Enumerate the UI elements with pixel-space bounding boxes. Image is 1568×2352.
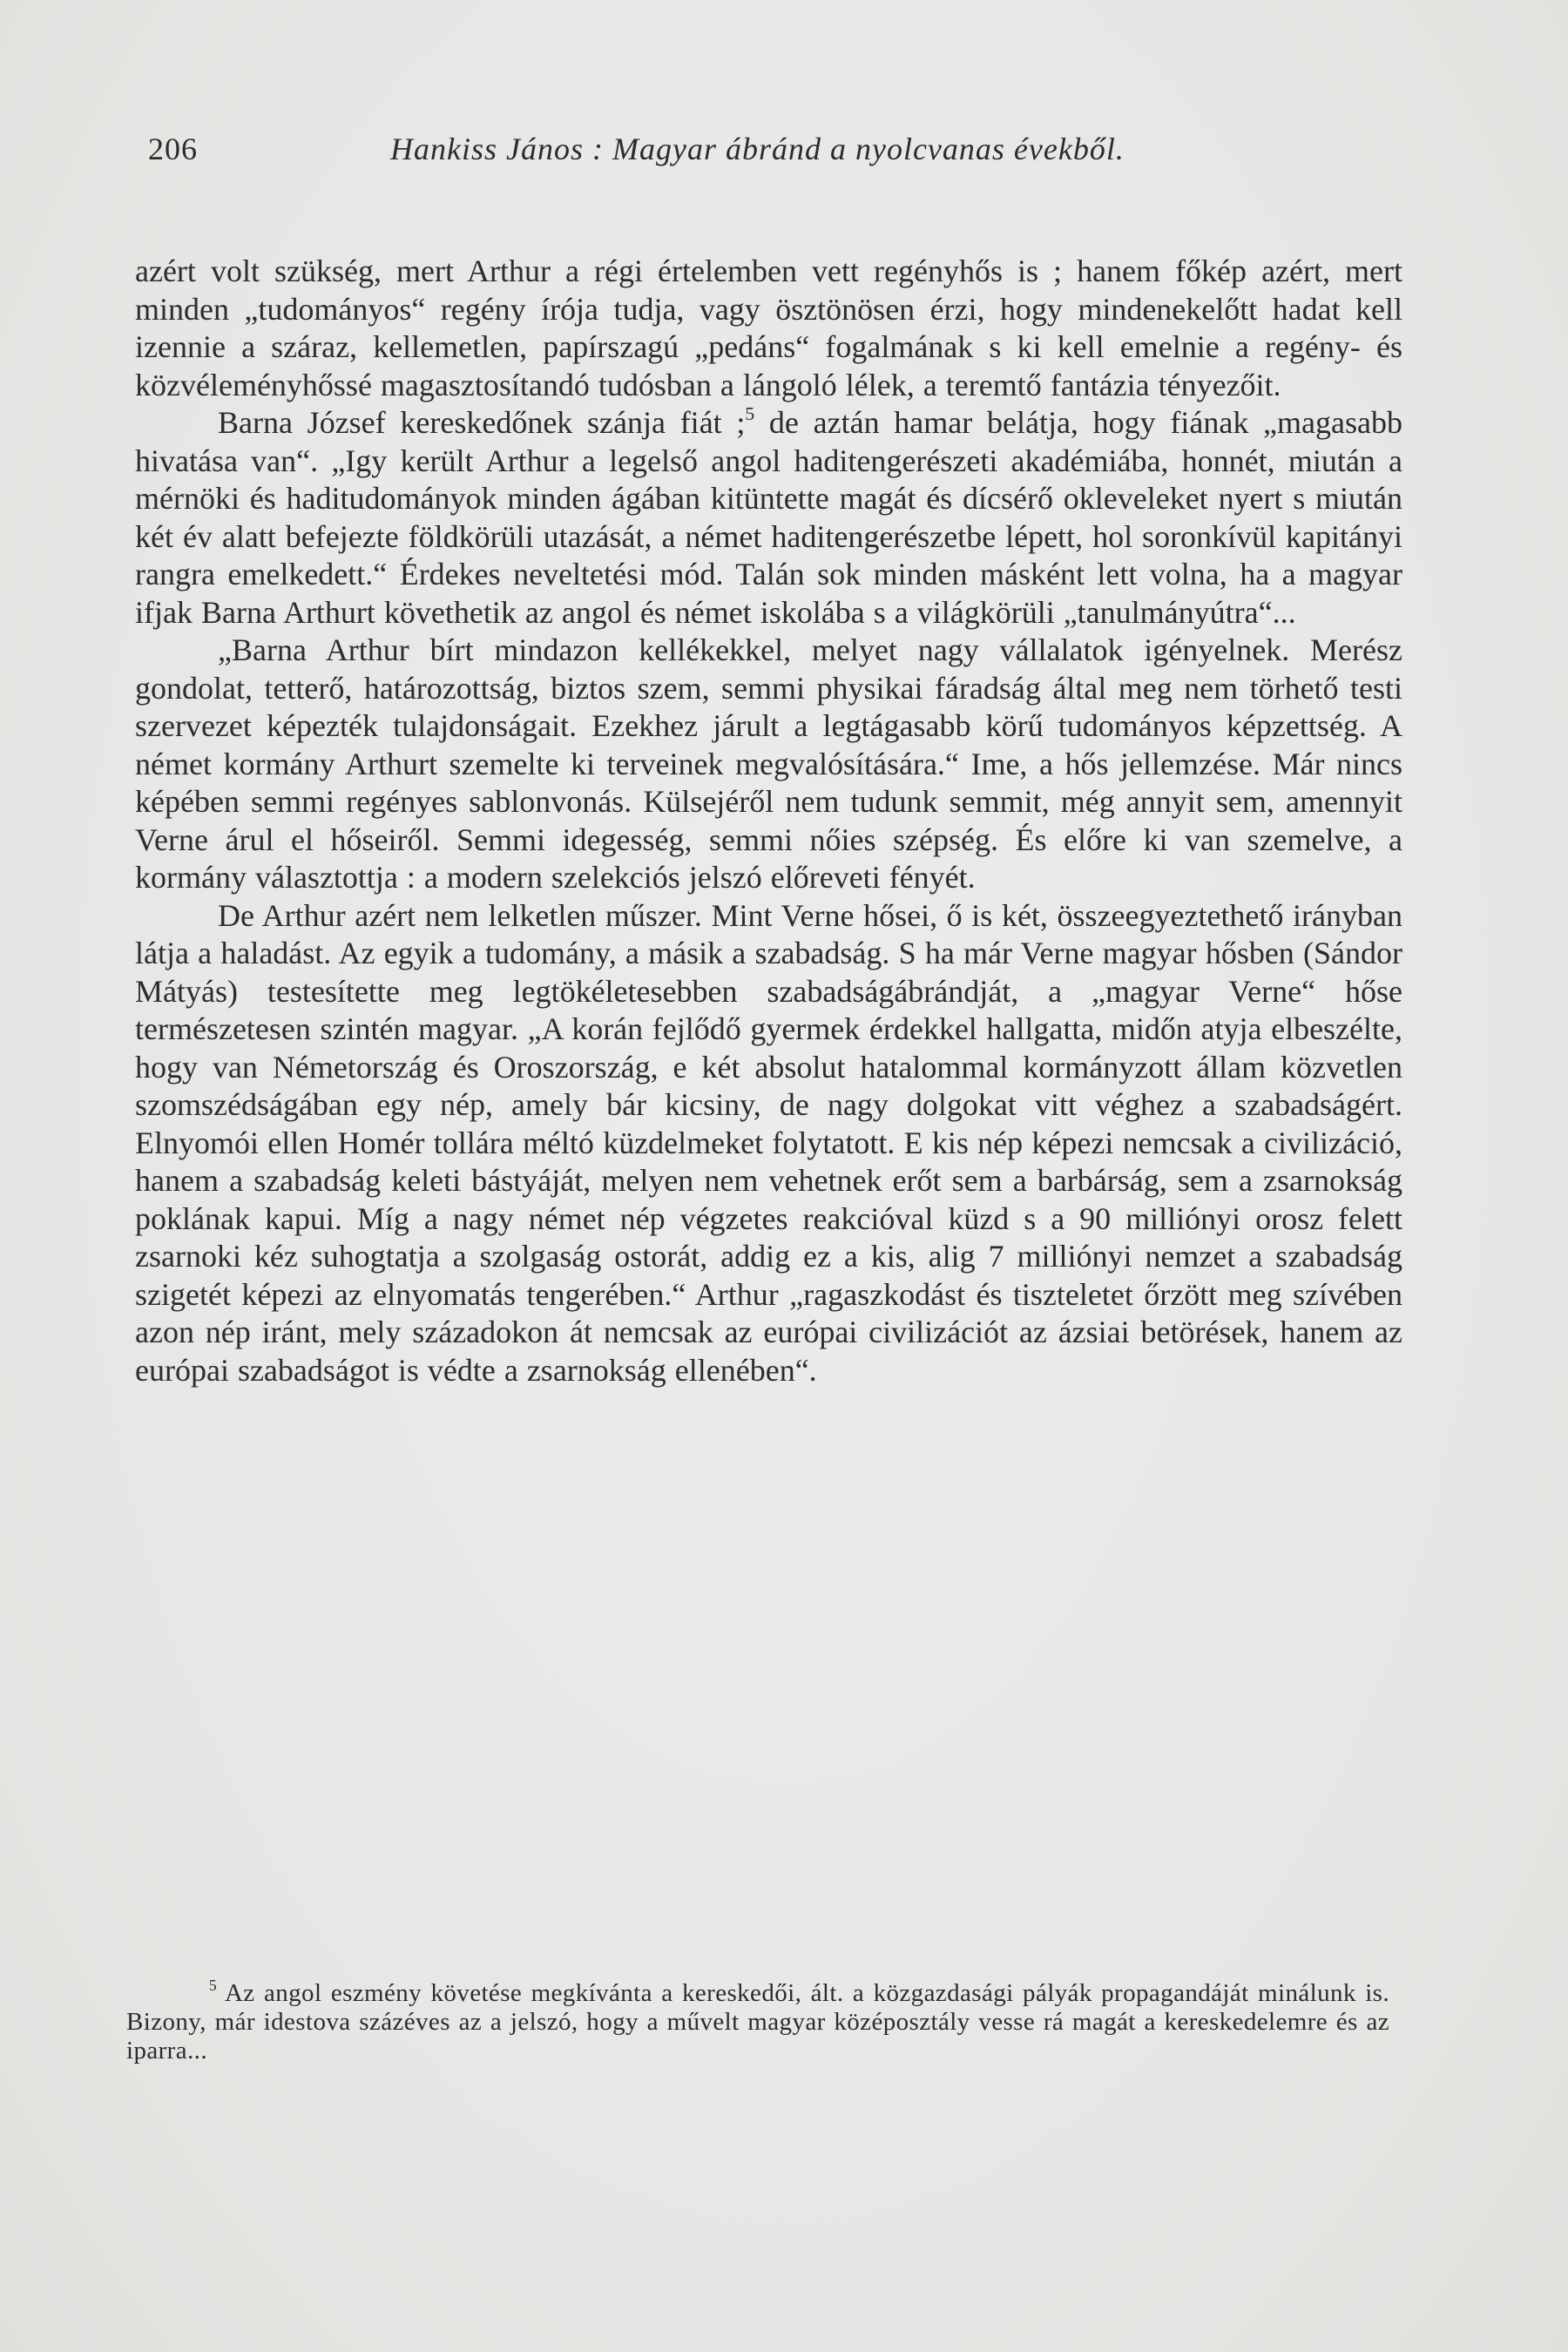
footnote-marker: 5 — [209, 1976, 218, 1994]
paragraph-2-text-before: Barna József kereskedőnek szánja fiát ; — [218, 405, 746, 440]
footnote-text: Az angol eszmény követése megkívánta a kereskedői, ált. a közgazdasági pályák propagandáját minálunk is. Bizony, már idestova százéves az a jelszó, hogy a művelt magyar középosztály vesse rá magát a kereskedelemre és az iparra... — [126, 1979, 1389, 2065]
paragraph-4: De Arthur azért nem lelketlen műszer. Mint Verne hősei, ő is két, összeegyeztethető irányban látja a haladást. Az egyik a tudomány, a másik a szabadság. S ha már Verne magyar hősben (Sándor Mátyás) testesítette meg legtökéletesebben szabadságábrándját, a „magyar Verne“ hőse természetesen szintén magyar. „A korán fejlődő gyermek érdekkel hallgatta, midőn atyja elbeszélte, hogy van Németország és Oroszország, e két absolut hatalommal kormányzott állam közvetlen szomszédságában egy nép, amely bár kicsiny, de nagy dolgokat vitt véghez a szabadságért. Elnyomói ellen Homér tollára méltó küzdelmeket folytatott. E kis nép képezi nemcsak a civilizáció, hanem a szabadság keleti bástyáját, melyen nem vehetnek erőt sem a barbárság, sem a zsarnokság poklának kapui. Míg a nagy német nép végzetes reakcióval küzd s a 90 milliónyi orosz felett zsarnoki kéz suhogtatja a szolgaság ostorát, addig ez a kis, alig 7 milliónyi nemzet a szabadság szigetét képezi az elnyomatás tengerében.“ Arthur „ragaszkodást és tiszteletet őrzött meg szívében azon nép iránt, mely századokon át nemcsak az európai civilizációt az ázsiai betörések, hanem az európai szabadságot is védte a zsarnokság ellenében“. — [135, 897, 1402, 1388]
paragraph-1: azért volt szükség, mert Arthur a régi értelemben vett regényhős is ; hanem főkép azért, mert minden „tudományos“ regény írója tudja, vagy ösztönösen érzi, hogy mindenekelőtt hadat kell izennie a száraz, kellemetlen, papírszagú „pedáns“ fogalmának s ki kell emelnie a regény- és közvéleményhőssé magasztosítandó tudósban a lángoló lélek, a teremtő fantázia tényezőit. — [135, 253, 1402, 402]
running-title: Hankiss János : Magyar ábránd a nyolcvanas évekből. — [390, 132, 1125, 166]
body-text — [135, 253, 1402, 1389]
paragraph-2 — [135, 404, 1402, 632]
paragraph-2-text-after: de aztán hamar belátja, hogy fiának „magasabb hivatása van“. „Igy került Arthur a legelső angol haditengerészeti akadémiába, honnét, miután a mérnöki és haditudományok minden ágában kitüntette magát és dícsérő okleveleket nyert s miután két év alatt befejezte földkörüli utazását, a német haditengerészetbe lépett, hol soronkívül kapitányi rangra emelkedett.“ Érdekes neveltetési mód. Talán sok minden másként lett volna, ha a magyar ifjak Barna Arthurt követhetik az angol és német iskolába s a világkörüli „tanulmányútra“... — [135, 405, 1402, 630]
footnote-reference[interactable]: 5 — [745, 402, 755, 424]
paragraph-3: „Barna Arthur bírt mindazon kellékekkel, melyet nagy vállalatok igényelnek. Merész gondolat, tetterő, határozottság, biztos szem, semmi physikai fáradság által meg nem törhető testi szervezet képezték tulajdonságait. Ezekhez járult a legtágasabb körű tudományos képzettség. A német kormány Arthurt szemelte ki terveinek megvalósítására.“ Ime, a hős jellemzése. Már nincs képében semmi regényes sablonvonás. Külsejéről nem tudunk semmit, még annyit sem, amennyit Verne árul el hőseiről. Semmi idegesség, semmi nőies szépség. És előre ki van szemelve, a kormány választottja : a modern szelekciós jelszó előreveti fényét. — [135, 632, 1402, 895]
footnote-5 — [126, 1976, 1389, 2065]
page-header — [148, 131, 1420, 174]
footnote — [126, 1976, 1389, 2065]
page-number: 206 — [148, 132, 198, 166]
